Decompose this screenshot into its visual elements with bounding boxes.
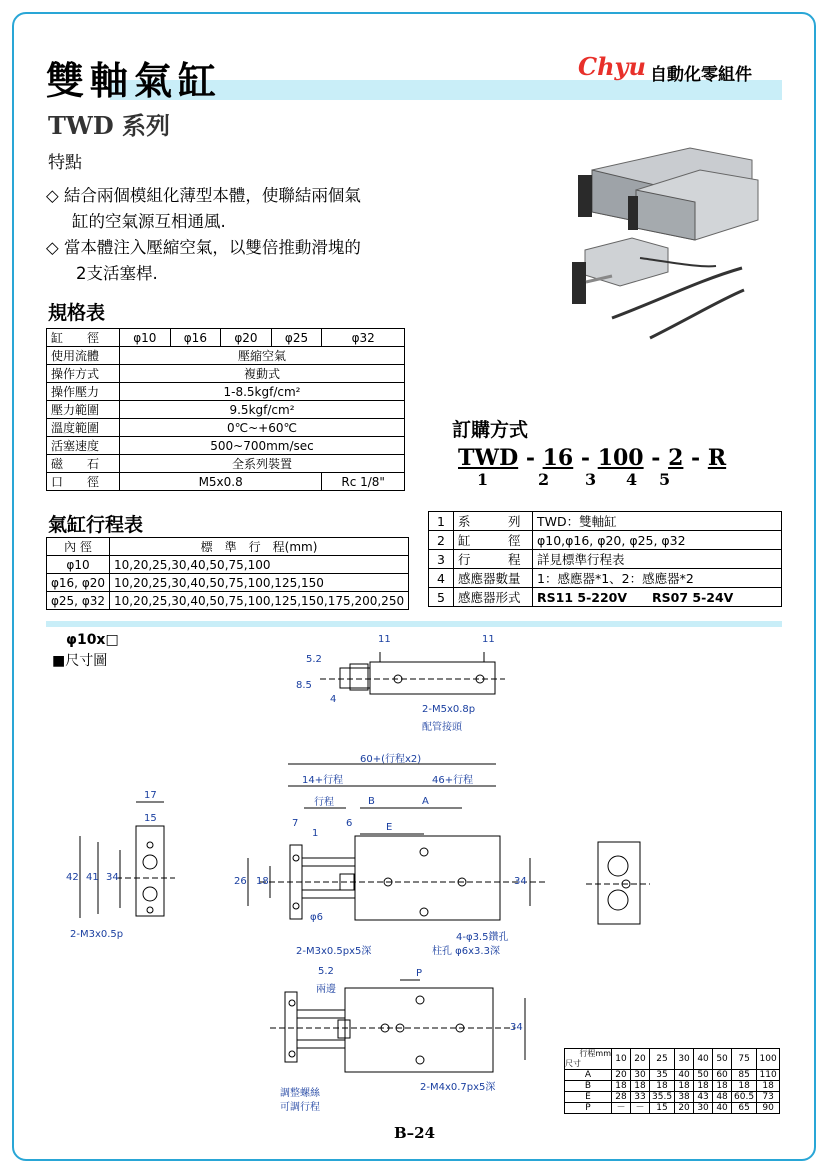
order-value: RS11 5-220V RS07 5-24V (533, 588, 782, 607)
dim-label: 5.2 (306, 654, 322, 665)
dim-cell: 18 (713, 1081, 732, 1092)
dim-label: 17 (144, 790, 157, 801)
drawing-heading: ■尺寸圖 (52, 653, 108, 669)
spec-bore: φ32 (322, 329, 405, 347)
dim-cell: 60 (713, 1070, 732, 1081)
dim-label: 2-M5x0.8p (422, 704, 476, 715)
dim-cell: 40 (675, 1070, 694, 1081)
dim-cell: － (612, 1103, 631, 1114)
dim-stroke: 30 (675, 1049, 694, 1070)
stroke-values: 10,20,25,30,40,50,75,100,125,150,175,200,250 (110, 592, 409, 610)
dim-cell: 30 (631, 1070, 650, 1081)
spec-label: 溫度範圍 (47, 419, 120, 437)
order-label: 缸 徑 (454, 531, 533, 550)
order-code-part: 16 (542, 445, 574, 471)
order-number: 5 (659, 470, 671, 489)
dimension-table (564, 1048, 780, 1114)
stroke-col-header: 標 準 行 程(mm) (110, 538, 409, 556)
spec-label: 磁 石 (47, 455, 120, 473)
dim-label: 4-φ3.5鑽孔 (456, 932, 509, 943)
dim-cell: 33 (631, 1092, 650, 1103)
dim-cell: 18 (757, 1081, 780, 1092)
features-heading: 特點 (48, 153, 82, 173)
stroke-bore: φ25, φ32 (47, 592, 110, 610)
spec-label: 操作壓力 (47, 383, 120, 401)
feature-line: ◇ 當本體注入壓縮空氣，以雙倍推動滑塊的 (46, 238, 361, 257)
brand-logo: Chyu (578, 52, 646, 81)
dim-label: 26 (234, 876, 247, 887)
dim-cell: 38 (675, 1092, 694, 1103)
order-no: 3 (429, 550, 454, 569)
dim-label: 2-M3x0.5p (70, 929, 124, 940)
dim-row-name: E (565, 1092, 612, 1103)
order-no: 5 (429, 588, 454, 607)
dim-cell: 20 (675, 1103, 694, 1114)
dim-cell: 85 (732, 1070, 757, 1081)
dim-label: 配管接頭 (422, 722, 462, 733)
order-table (428, 511, 782, 607)
order-number: 1 (477, 470, 489, 489)
spec-value: 壓縮空氣 (120, 347, 405, 365)
dim-label: 18 (256, 876, 269, 887)
stroke-bore: φ16, φ20 (47, 574, 110, 592)
dim-label: 11 (378, 634, 391, 645)
dim-cell: 40 (713, 1103, 732, 1114)
order-label: 系 列 (454, 512, 533, 531)
dim-cell: 30 (694, 1103, 713, 1114)
order-value: TWD：雙軸缸 (533, 512, 782, 531)
dim-cell: 18 (631, 1081, 650, 1092)
dim-label: 14+行程 (302, 775, 344, 786)
dim-label: 6 (346, 818, 353, 829)
order-code-part: 100 (597, 445, 644, 471)
dim-label: 柱孔 φ6x3.3深 (432, 946, 500, 957)
order-number: 2 (538, 470, 550, 489)
dim-cell: 18 (694, 1081, 713, 1092)
dim-label: 可調行程 (280, 1102, 320, 1113)
order-no: 2 (429, 531, 454, 550)
dim-table-corner (565, 1049, 612, 1070)
stroke-values: 10,20,25,30,40,50,75,100,125,150 (110, 574, 409, 592)
dim-label: 34 (106, 872, 119, 883)
dim-cell: 60.5 (732, 1092, 757, 1103)
dim-label: B (368, 796, 375, 807)
dim-label: 5.2 (318, 966, 334, 977)
spec-heading: 規格表 (48, 302, 106, 324)
dim-label: 8.5 (296, 680, 312, 691)
spec-table (46, 328, 405, 491)
stroke-values: 10,20,25,30,40,50,75,100 (110, 556, 409, 574)
dim-label: 4 (330, 694, 337, 705)
page-title: 雙軸氣缸 (46, 59, 223, 103)
spec-value: 9.5kgf/cm² (120, 401, 405, 419)
dim-label: 2-M4x0.7px5深 (420, 1082, 496, 1093)
spec-value: 全系列裝置 (120, 455, 405, 473)
dim-label: A (422, 796, 429, 807)
feature-line: ◇ 結合兩個模組化薄型本體，使聯結兩個氣 (46, 186, 361, 205)
dim-label: 42 (66, 872, 79, 883)
drawing-model: φ10x□ (66, 632, 119, 648)
order-value: 詳見標準行程表 (533, 550, 782, 569)
stroke-col-header: 內 徑 (47, 538, 110, 556)
dim-label: 34 (514, 876, 527, 887)
dim-cell: 35.5 (650, 1092, 675, 1103)
dim-label: φ6 (310, 912, 323, 923)
order-heading: 訂購方式 (452, 419, 529, 441)
order-code-part: R (707, 445, 727, 471)
dim-stroke: 25 (650, 1049, 675, 1070)
dim-cell: 73 (757, 1092, 780, 1103)
dim-cell: 18 (732, 1081, 757, 1092)
dim-label: 兩邊 (316, 984, 336, 995)
stroke-heading: 氣缸行程表 (48, 514, 144, 536)
dim-cell: 110 (757, 1070, 780, 1081)
dim-cell: 65 (732, 1103, 757, 1114)
section-divider (46, 621, 782, 627)
dim-cell: 50 (694, 1070, 713, 1081)
dim-cell: 28 (612, 1092, 631, 1103)
dim-label: 1 (312, 828, 319, 839)
spec-value: 複動式 (120, 365, 405, 383)
dim-cell: 15 (650, 1103, 675, 1114)
spec-value: M5x0.8 (120, 473, 322, 491)
dim-label: 15 (144, 813, 157, 824)
dim-label: 7 (292, 818, 299, 829)
dim-stroke: 40 (694, 1049, 713, 1070)
dim-label: 41 (86, 872, 99, 883)
dim-label: E (386, 822, 393, 833)
order-number: 3 (585, 470, 597, 489)
feature-line: 缸的空氣源互相通風. (72, 212, 226, 231)
series-title: TWD 系列 (48, 111, 170, 140)
order-code-part: TWD (458, 445, 519, 471)
dim-stroke: 100 (757, 1049, 780, 1070)
spec-value: 1-8.5kgf/cm² (120, 383, 405, 401)
order-label: 行 程 (454, 550, 533, 569)
dim-cell: 90 (757, 1103, 780, 1114)
feature-line: 2支活塞桿. (76, 264, 158, 283)
spec-bore: φ16 (170, 329, 221, 347)
dim-label: 行程 (314, 797, 334, 808)
spec-bore-label: 缸 徑 (47, 329, 120, 347)
dim-stroke: 75 (732, 1049, 757, 1070)
dim-cell: 35 (650, 1070, 675, 1081)
stroke-bore: φ10 (47, 556, 110, 574)
dim-cell: 43 (694, 1092, 713, 1103)
dim-stroke: 20 (631, 1049, 650, 1070)
dim-row-name: A (565, 1070, 612, 1081)
dim-cell: 18 (650, 1081, 675, 1092)
dim-cell: 48 (713, 1092, 732, 1103)
dim-cell: 18 (612, 1081, 631, 1092)
order-code: TWD - 16 - 100 - 2 - R (458, 445, 727, 471)
spec-value: 0℃~+60℃ (120, 419, 405, 437)
order-value: φ10,φ16, φ20, φ25, φ32 (533, 531, 782, 550)
spec-bore: φ20 (221, 329, 272, 347)
page-number: B–24 (394, 1124, 436, 1142)
order-label: 感應器數量 (454, 569, 533, 588)
dim-row-name: B (565, 1081, 612, 1092)
dim-corner-top: 行程mm (579, 1049, 611, 1058)
order-number: 4 (626, 470, 638, 489)
dim-stroke: 50 (713, 1049, 732, 1070)
order-code-part: 2 (668, 445, 684, 471)
spec-label: 活塞速度 (47, 437, 120, 455)
dim-label: 11 (482, 634, 495, 645)
brand-subtitle: 自動化零組件 (650, 65, 752, 85)
stroke-table (46, 537, 409, 610)
dim-cell: 20 (612, 1070, 631, 1081)
dim-row-name: P (565, 1103, 612, 1114)
order-no: 1 (429, 512, 454, 531)
spec-label: 壓力範圍 (47, 401, 120, 419)
dim-label: 46+行程 (432, 775, 474, 786)
spec-bore: φ10 (120, 329, 171, 347)
dim-label: 調整螺絲 (280, 1088, 320, 1099)
dim-cell: 18 (675, 1081, 694, 1092)
spec-label: 使用流體 (47, 347, 120, 365)
feature-item-2 (46, 235, 361, 287)
order-label: 感應器形式 (454, 588, 533, 607)
feature-item-1 (46, 183, 361, 235)
spec-value: Rc 1/8" (322, 473, 405, 491)
spec-label: 操作方式 (47, 365, 120, 383)
order-value: 1：感應器*1、2：感應器*2 (533, 569, 782, 588)
dim-label: 60+(行程x2) (360, 754, 422, 765)
dim-label: 2-M3x0.5px5深 (296, 946, 372, 957)
dim-label: P (416, 968, 423, 979)
spec-value: 500~700mm/sec (120, 437, 405, 455)
spec-label: 口 徑 (47, 473, 120, 491)
order-no: 4 (429, 569, 454, 588)
spec-bore: φ25 (271, 329, 322, 347)
dim-cell: － (631, 1103, 650, 1114)
dim-corner-bottom: 尺寸 (565, 1059, 581, 1068)
dim-stroke: 10 (612, 1049, 631, 1070)
dim-label: 34 (510, 1022, 523, 1033)
